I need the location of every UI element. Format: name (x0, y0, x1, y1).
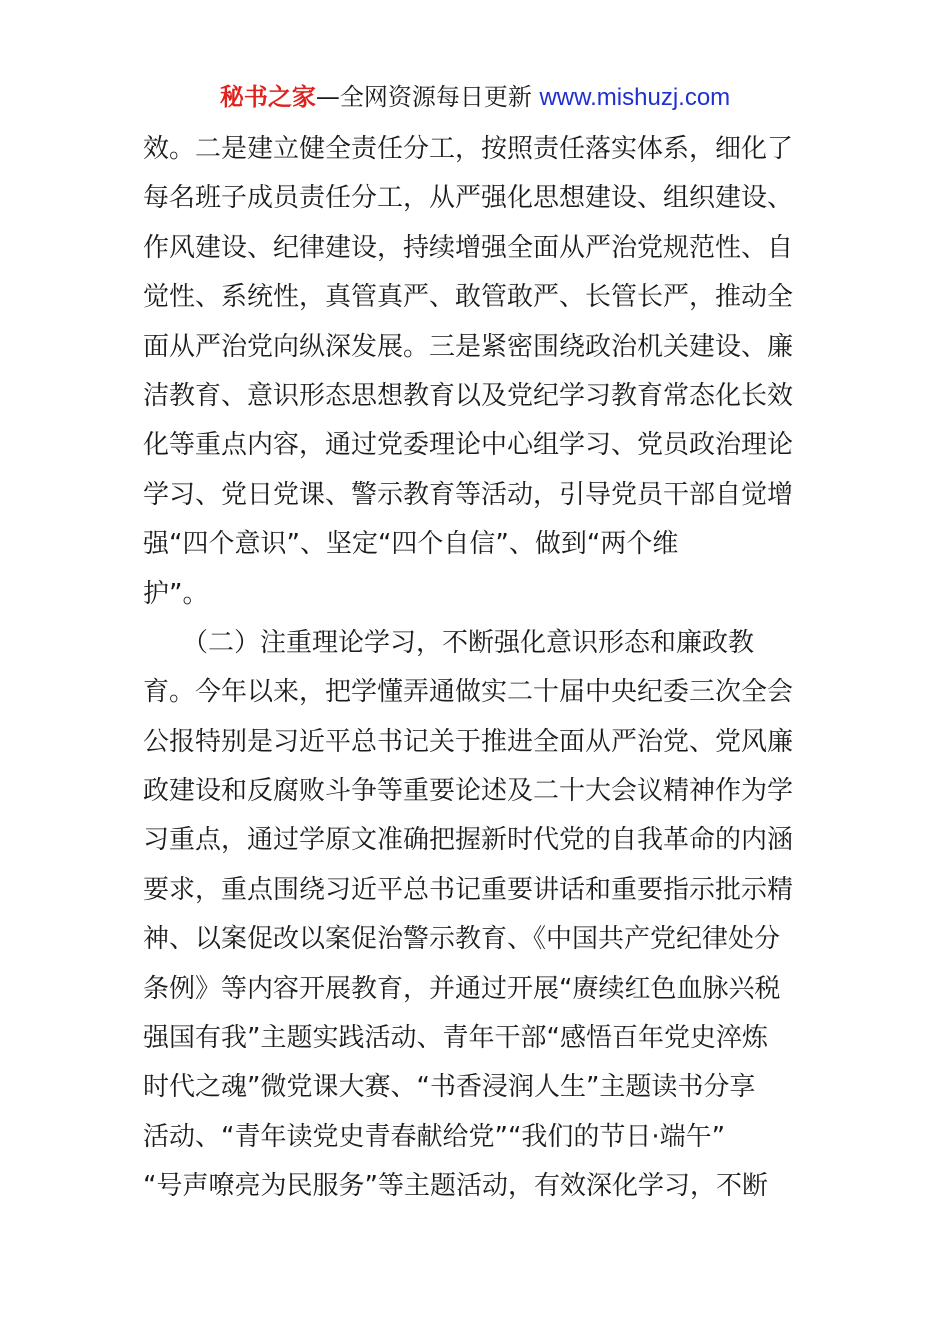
text-line: 育。今年以来，把学懂弄通做实二十届中央纪委三次全会 (143, 677, 794, 708)
document-body (143, 125, 813, 1212)
text-line: 习重点，通过学原文准确把握新时代党的自我革命的内涵 (143, 825, 794, 856)
text-line: 强国有我”主题实践活动、青年干部“感悟百年党史淬炼 (143, 1023, 768, 1054)
text-line: 要求，重点围绕习近平总书记重要讲话和重要指示批示精 (143, 874, 794, 905)
text-line: 化等重点内容，通过党委理论中心组学习、党员政治理论 (143, 430, 794, 461)
text-line: 学习、党日党课、警示教育等活动，引导党员干部自觉增 (143, 479, 794, 510)
text-line: 神、以案促改以案促治警示教育、《中国共产党纪律处分 (143, 924, 781, 955)
text-line: 活动、“青年读党史青春献给党”“我们的节日·端午” (143, 1121, 726, 1152)
text-line: 护”。 (143, 578, 209, 609)
text-line: 强“四个意识”、坚定“四个自信”、做到“两个维 (143, 529, 679, 560)
text-line: “号声嘹亮为民服务”等主题活动，有效深化学习，不断 (143, 1171, 768, 1202)
text-line: 每名班子成员责任分工，从严强化思想建设、组织建设、 (143, 183, 794, 214)
page-header (0, 80, 950, 115)
section-heading-line: （二）注重理论学习，不断强化意识形态和廉政教 (143, 627, 755, 658)
text-line: 面从严治党向纵深发展。三是紧密围绕政治机关建设、廉 (143, 331, 794, 362)
text-line: 洁教育、意识形态思想教育以及党纪学习教育常态化长效 (143, 380, 794, 411)
text-line: 政建设和反腐败斗争等重要论述及二十大会议精神作为学 (143, 776, 794, 807)
brand-name: 秘书之家 (219, 83, 316, 111)
header-tagline: —全网资源每日更新 (315, 83, 540, 111)
text-line: 效。二是建立健全责任分工，按照责任落实体系，细化了 (143, 134, 794, 164)
text-line: 觉性、系统性，真管真严、敢管敢严、长管长严，推动全 (143, 282, 794, 313)
text-line: 时代之魂”微党课大赛、“书香浸润人生”主题读书分享 (143, 1072, 756, 1103)
text-line: 作风建设、纪律建设，持续增强全面从严治党规范性、自 (143, 232, 794, 263)
site-url-link[interactable]: www.mishuzj.com (539, 84, 731, 111)
text-line: 公报特别是习近平总书记关于推进全面从严治党、党风廉 (143, 726, 794, 757)
text-line: 条例》等内容开展教育，并通过开展“赓续红色血脉兴税 (143, 973, 781, 1004)
